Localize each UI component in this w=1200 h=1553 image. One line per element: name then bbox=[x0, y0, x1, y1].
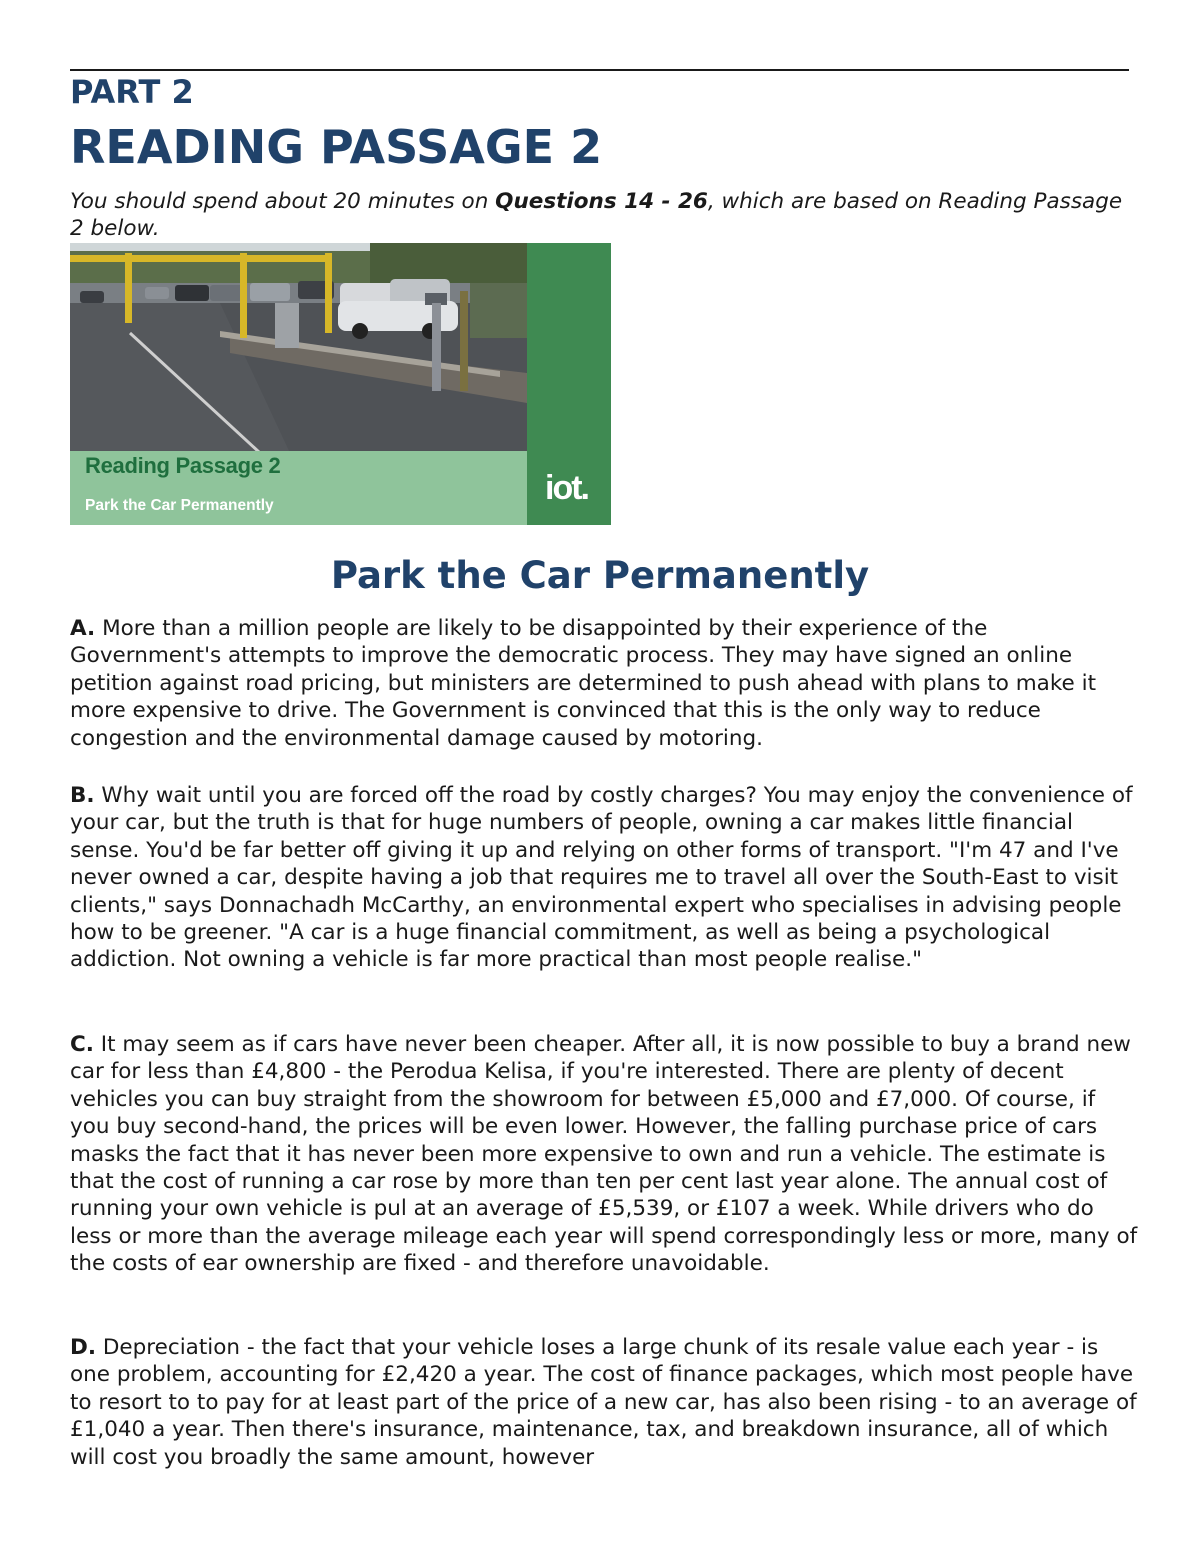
brand-logo: iot. bbox=[545, 469, 588, 507]
questions-range: Questions 14 - 26 bbox=[495, 189, 708, 214]
paragraph-letter: A. bbox=[70, 616, 96, 641]
paragraph-a bbox=[70, 615, 1140, 752]
paragraph-c bbox=[70, 1031, 1140, 1278]
paragraph-text: Depreciation - the fact that your vehicle loses a large chunk of its resale value each year - is one problem, accounting for £2,420 a year. The cost of finance packages, which most people have to resort to to pay for at least part of the price of a new car, has also been rising - to an average of £1,040 a year. Then there's insurance, maintenance, tax, and breakdown insurance, all of which will cost you broadly the same amount, however bbox=[70, 1335, 1137, 1470]
instructions-lead: You should spend about 20 minutes on bbox=[70, 189, 496, 214]
instructions bbox=[70, 188, 1140, 242]
paragraph-b bbox=[70, 782, 1140, 974]
part-label: PART 2 bbox=[70, 73, 194, 111]
banner-title: Reading Passage 2 bbox=[85, 453, 281, 478]
paragraph-text: More than a million people are likely to be disappointed by their experience of the Government's attempts to improve the democratic process. They may have signed an online petition against road pricing, but ministers are determined to push ahead with plans to make it more expensive to drive. The Government is convinced that this is the only way to reduce congestion and the environmental damage caused by motoring. bbox=[70, 616, 1097, 751]
paragraph-letter: D. bbox=[70, 1335, 97, 1360]
paragraph-letter: B. bbox=[70, 783, 95, 808]
passage-heading: READING PASSAGE 2 bbox=[70, 120, 603, 174]
paragraph-text: Why wait until you are forced off the road by costly charges? You may enjoy the convenience of your car, but the truth is that for huge numbers of people, owning a car makes little financial sense. You'd be far better off giving it up and relying on other forms of transport. "I'm 47 and I've never owned a car, despite having a job that requires me to travel all over the South-East to visit clients," says Donnachadh McCarthy, an environmental expert who specialises in advising people how to be greener. "A car is a huge financial commitment, as well as being a psychological addiction. Not owning a vehicle is far more practical than most people realise." bbox=[70, 783, 1133, 973]
top-rule bbox=[70, 69, 1129, 71]
paragraph-text: It may seem as if cars have never been cheaper. After all, it is now possible to buy a brand new car for less than £4,800 - the Perodua Kelisa, if you're interested. There are plenty of decent vehicles you can buy straight from the showroom for between £5,000 and £7,000. Of course, if you buy second-hand, the prices will be even lower. However, the falling purchase price of cars masks the fact that it has never been more expensive to own and run a vehicle. The estimate is that the cost of running a car rose by more than ten per cent last year alone. The annual cost of running your own vehicle is pul at an average of £5,539, or £107 a week. While drivers who do less or more than the average mileage each year will spend correspondingly less or more, many of the costs of ear ownership are fixed - and therefore unavoidable. bbox=[70, 1032, 1138, 1277]
article-title: Park the Car Permanently bbox=[330, 554, 870, 597]
car-park-photo bbox=[70, 243, 611, 525]
instructions-tail: , which are based on Reading Passage 2 below. bbox=[70, 189, 1123, 241]
paragraph-letter: C. bbox=[70, 1032, 94, 1057]
banner-subtitle: Park the Car Permanently bbox=[85, 497, 274, 514]
passage-banner-image bbox=[70, 243, 611, 525]
paragraph-d bbox=[70, 1334, 1140, 1471]
